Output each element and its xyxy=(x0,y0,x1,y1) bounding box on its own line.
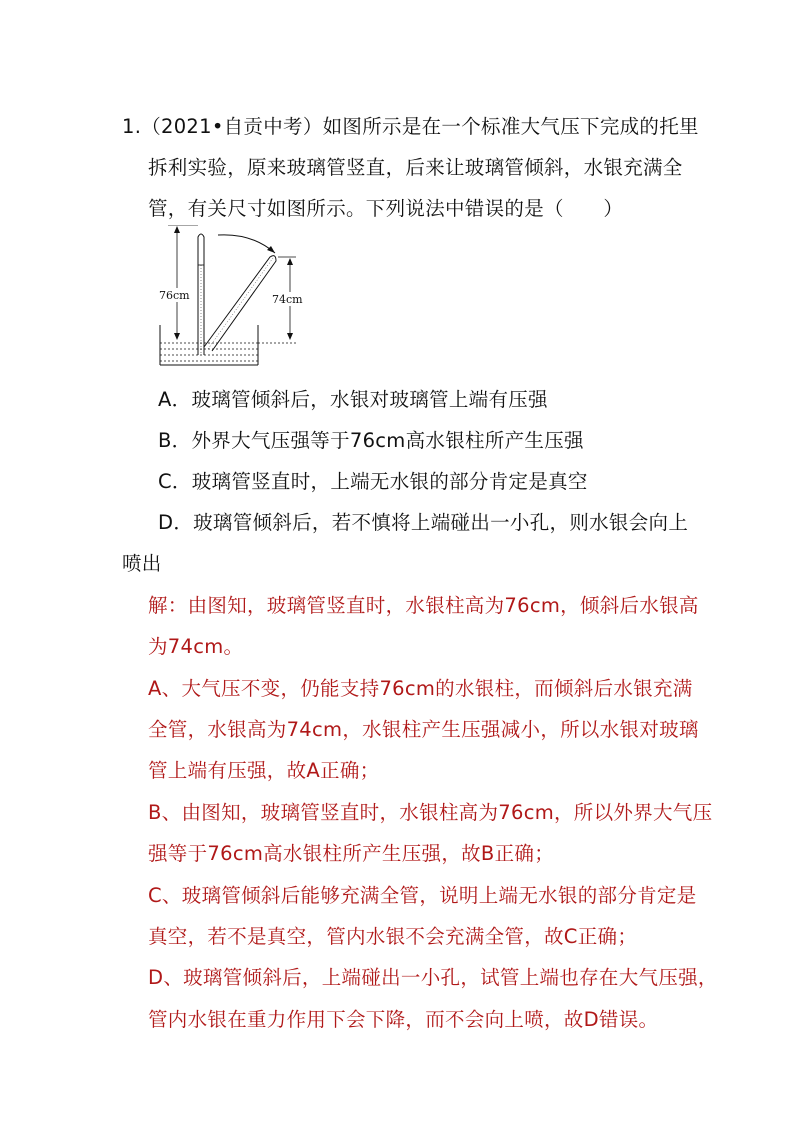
torricelli-figure xyxy=(150,225,310,375)
label-76cm: 76cm xyxy=(159,289,190,302)
answer-line-10: D、玻璃管倾斜后，上端碰出一小孔，试管上端也存在大气压强， xyxy=(148,966,718,989)
option-a: A．玻璃管倾斜后，水银对玻璃管上端有压强 xyxy=(158,388,548,411)
question-line-1: 1.（2021•自贡中考）如图所示是在一个标准大气压下完成的托里 xyxy=(122,115,699,138)
answer-line-9: 真空，若不是真空，管内水银不会充满全管，故C正确； xyxy=(148,925,638,948)
answer-line-1: 解：由图知，玻璃管竖直时，水银柱高为76cm，倾斜后水银高 xyxy=(148,594,699,617)
option-b: B．外界大气压强等于76cm高水银柱所产生压强 xyxy=(158,429,584,452)
question-line-2: 拆利实验，原来玻璃管竖直，后来让玻璃管倾斜，水银充满全 xyxy=(148,156,683,179)
option-d-line-1: D．玻璃管倾斜后，若不慎将上端碰出一小孔，则水银会向上 xyxy=(158,511,689,534)
option-d-line-2: 喷出 xyxy=(122,552,162,575)
dimension-74cm xyxy=(258,257,308,343)
tilted-tube xyxy=(204,256,276,351)
answer-line-4: 全管，水银高为74cm，水银柱产生压强减小，所以水银对玻璃 xyxy=(148,718,699,741)
option-c: C．玻璃管竖直时，上端无水银的部分肯定是真空 xyxy=(158,470,588,493)
answer-line-6: B、由图知，玻璃管竖直时，水银柱高为76cm，所以外界大气压 xyxy=(148,801,713,824)
label-74cm: 74cm xyxy=(272,293,303,306)
answer-line-8: C、玻璃管倾斜后能够充满全管，说明上端无水银的部分肯定是 xyxy=(148,884,697,907)
question-line-3: 管，有关尺寸如图所示。下列说法中错误的是（ ） xyxy=(148,197,624,220)
answer-line-11: 管内水银在重力作用下会下降，而不会向上喷，故D错误。 xyxy=(148,1008,659,1031)
answer-line-5: 管上端有压强，故A正确； xyxy=(148,759,380,782)
mercury-basin xyxy=(160,325,258,365)
answer-line-3: A、大气压不变，仍能支持76cm的水银柱，而倾斜后水银充满 xyxy=(148,677,693,700)
answer-line-2: 为74cm。 xyxy=(148,635,244,658)
vertical-tube xyxy=(198,234,204,355)
rotate-arrow xyxy=(218,235,275,253)
answer-line-7: 强等于76cm高水银柱所产生压强，故B正确； xyxy=(148,842,555,865)
dimension-76cm xyxy=(157,225,198,340)
arrow-head xyxy=(267,246,275,253)
